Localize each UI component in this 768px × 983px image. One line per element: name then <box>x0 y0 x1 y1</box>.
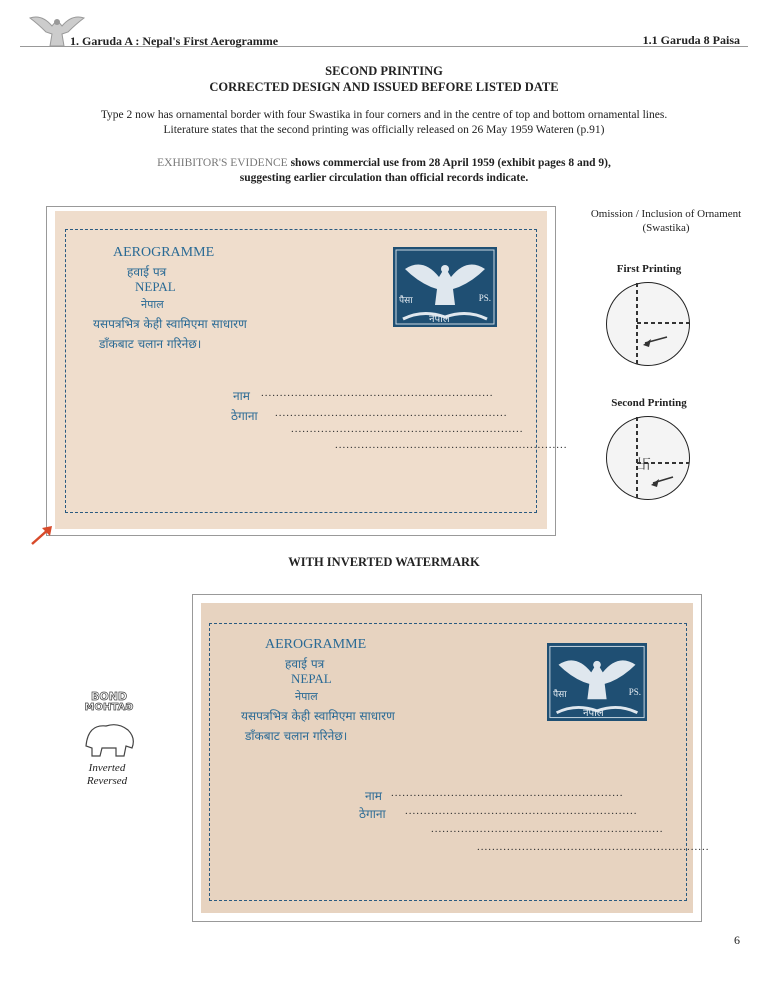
header-section-title: 1.1 Garuda 8 Paisa <box>642 33 740 47</box>
nepal-label-2: NEPAL <box>291 671 332 686</box>
description-line-1: Type 2 now has ornamental border with four Swastika in four corners and in the centre of top and bottom ornamental lines. <box>100 109 668 121</box>
aerogramme-sheet-2 <box>201 603 710 913</box>
name-label: नाम <box>233 389 250 403</box>
watermark-text-2: GATHOM <box>84 702 134 713</box>
watermark-caption-1: Inverted <box>88 762 126 774</box>
watermark-text-1: BOND <box>90 690 128 703</box>
garuda-stamp-2 <box>547 643 647 721</box>
address-dotline-4: .............................................................. <box>335 439 568 451</box>
aerogramme-frame-2 <box>192 594 710 922</box>
stamp-value-right-2: PS. <box>628 687 641 697</box>
address-dotline-2-2: .............................................................. <box>405 805 638 817</box>
section-title-inverted-watermark: WITH INVERTED WATERMARK <box>288 555 480 569</box>
instruction-line-2: डाँकबाट चलान गरिनेछ। <box>99 337 202 351</box>
aerogramme-sheet-1 <box>55 211 568 529</box>
swastika-ornament-icon <box>607 417 689 499</box>
second-printing-label: Second Printing <box>611 397 687 409</box>
nepali-label: नेपाल <box>141 298 164 311</box>
hindi-title: हवाई पत्र <box>127 265 167 279</box>
nepal-label: NEPAL <box>135 279 176 294</box>
address-dotline-3: .............................................................. <box>291 423 524 435</box>
instruction-line-2-2: डाँकबाट चलान गरिनेछ। <box>245 729 348 743</box>
page-subtitle: CORRECTED DESIGN AND ISSUED BEFORE LISTED DATE <box>209 80 559 94</box>
address-dotline-4-2: .............................................................. <box>477 841 710 853</box>
address-label-2: ठेगाना <box>359 807 386 821</box>
aerogramme-frame-1 <box>46 206 568 536</box>
garuda-stamp <box>393 247 497 327</box>
evidence-label: EXHIBITOR'S EVIDENCE <box>157 157 288 169</box>
missing-ornament-icon <box>607 283 689 365</box>
stamp-country-2: नेपाल <box>583 708 604 719</box>
watermark-caption-2: Reversed <box>86 775 128 787</box>
stamp-value-right: PS. <box>478 293 491 303</box>
svg-text:卐: 卐 <box>637 457 651 473</box>
first-printing-detail <box>606 282 690 366</box>
hindi-title-2: हवाई पत्र <box>285 657 325 671</box>
instruction-line-1-2: यसपत्रभित्र केही स्वामिएमा साधारण <box>241 709 395 723</box>
evidence-line-2: suggesting earlier circulation than official records indicate. <box>239 172 529 184</box>
evidence-line-1 <box>60 156 708 171</box>
address-dotline-2: .............................................................. <box>275 407 508 419</box>
address-dotline-1-2: .............................................................. <box>391 787 624 799</box>
address-dotline-1: .............................................................. <box>261 387 494 399</box>
evidence-text-1: shows commercial use from 28 April 1959 (exhibit pages 8 and 9), <box>287 157 611 169</box>
page-header <box>0 0 768 60</box>
aerogramme-title-2: AEROGRAMME <box>265 637 367 652</box>
address-label: ठेगाना <box>231 409 258 423</box>
address-dotline-3-2: .............................................................. <box>431 823 664 835</box>
name-label-2: नाम <box>365 789 382 803</box>
page-number: 6 <box>734 933 740 947</box>
header-chapter-title: 1. Garuda A : Nepal's First Aerogramme <box>70 34 279 48</box>
stamp-country: नेपाल <box>429 314 450 325</box>
aerogramme-title: AEROGRAMME <box>113 245 215 260</box>
red-arrow-icon <box>30 524 56 546</box>
instruction-line-1: यसपत्रभित्र केही स्वामिएमा साधारण <box>93 317 247 331</box>
page-title: SECOND PRINTING <box>325 64 443 78</box>
side-caption-1: Omission / Inclusion of Ornament <box>590 208 742 220</box>
watermark-rhino-icon <box>80 716 138 760</box>
stamp-value-left-2: पैसा <box>553 690 567 700</box>
stamp-value-left: पैसा <box>399 296 413 306</box>
first-printing-label: First Printing <box>616 263 682 275</box>
side-caption-2: (Swastika) <box>642 222 690 234</box>
nepali-label-2: नेपाल <box>295 690 318 703</box>
description-line-2: Literature states that the second printing was officially released on 26 May 1959 Wateren (p.91) <box>163 124 605 136</box>
second-printing-detail <box>606 416 690 500</box>
